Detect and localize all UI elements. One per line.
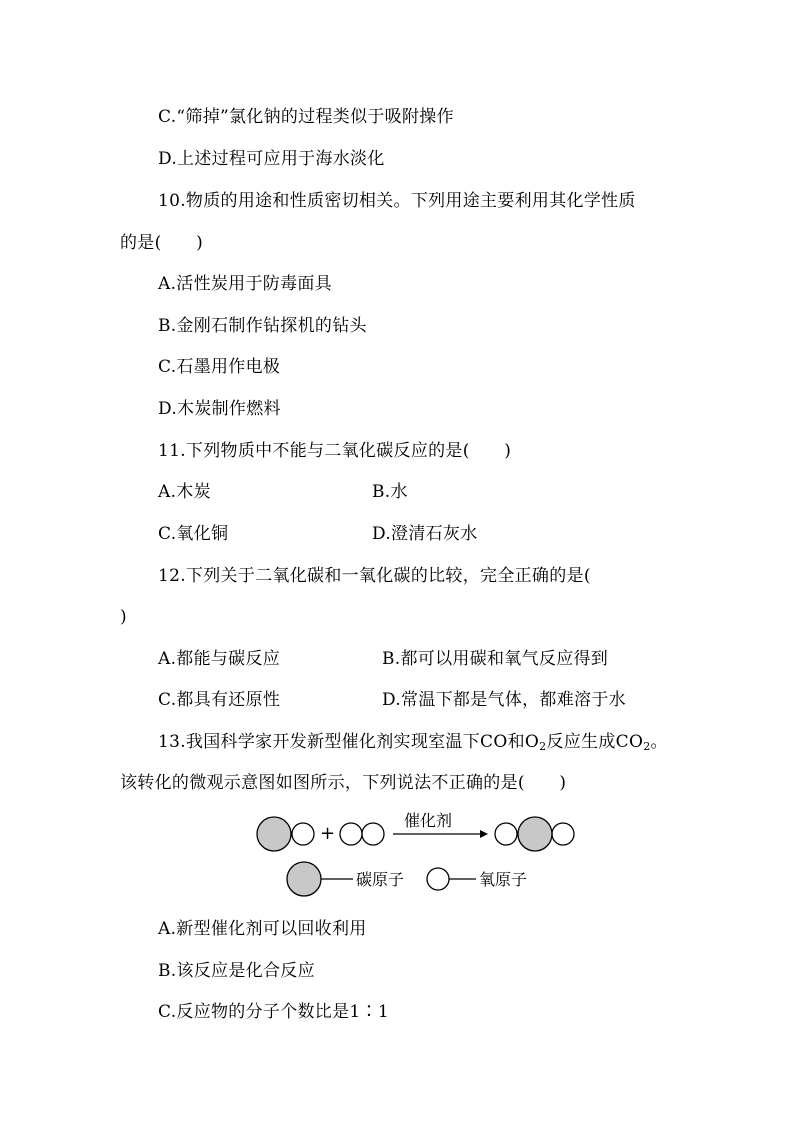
q13-option-b: B.该反应是化合反应: [158, 961, 315, 981]
product-co2-oxygen-atom-2: [552, 823, 574, 845]
q10-stem-cont: 的是( ): [120, 233, 204, 253]
reactant-co-carbon-atom: [257, 817, 291, 851]
reactant-o2-atom-1: [340, 823, 362, 845]
q12-stem: 12.下列关于二氧化碳和一氧化碳的比较，完全正确的是(: [158, 566, 591, 586]
q13-option-a: A.新型催化剂可以回收利用: [158, 919, 367, 939]
product-co2-oxygen-atom-1: [495, 823, 517, 845]
legend-oxygen-label: 氧原子: [479, 870, 528, 889]
reactant-o2-atom-2: [362, 823, 384, 845]
plus-sign: +: [320, 823, 336, 844]
q12-option-c: C.都具有还原性: [158, 690, 281, 710]
q10-stem: 10.物质的用途和性质密切相关。下列用途主要利用其化学性质: [158, 191, 636, 211]
q9-option-d: D.上述过程可应用于海水淡化: [158, 149, 385, 169]
q13-option-c: C.反应物的分子个数比是1∶1: [158, 1002, 389, 1022]
q10-option-d: D.木炭制作燃料: [158, 399, 281, 419]
q12-option-d: D.常温下都是气体，都难溶于水: [382, 690, 626, 710]
q13-subscript-2: 2: [643, 740, 651, 753]
q13-stem-cont: 该转化的微观示意图如图所示，下列说法不正确的是( ): [120, 773, 567, 793]
q12-option-b: B.都可以用碳和氧气反应得到: [382, 649, 609, 669]
reaction-svg: [250, 805, 590, 905]
q13-stem: [158, 731, 668, 753]
q12-option-a: A.都能与碳反应: [158, 649, 281, 669]
q13-stem-part2: 反应生成CO: [546, 732, 644, 752]
q10-option-a: A.活性炭用于防毒面具: [158, 274, 332, 294]
q10-option-c: C.石墨用作电极: [158, 357, 281, 377]
legend-oxygen-atom: [427, 868, 449, 890]
q12-stem-cont: ): [120, 607, 127, 627]
q11-stem: 11.下列物质中不能与二氧化碳反应的是( ): [158, 441, 512, 461]
reaction-diagram: [250, 805, 590, 905]
q13-stem-part3: 。: [650, 732, 668, 752]
q11-option-c: C.氧化铜: [158, 524, 229, 544]
legend-carbon-atom: [287, 862, 321, 896]
reaction-arrow-head: [480, 830, 488, 838]
q11-option-d: D.澄清石灰水: [372, 524, 478, 544]
q11-option-a: A.木炭: [158, 482, 211, 502]
q10-option-b: B.金刚石制作钻探机的钻头: [158, 316, 367, 336]
q9-option-c: C.“筛掉”氯化钠的过程类似于吸附操作: [158, 107, 454, 127]
product-co2-carbon-atom: [518, 817, 552, 851]
catalyst-label: 催化剂: [404, 811, 453, 830]
q13-subscript-1: 2: [539, 740, 547, 753]
reactant-co-oxygen-atom: [292, 823, 314, 845]
q11-option-b: B.水: [372, 482, 408, 502]
legend-carbon-label: 碳原子: [356, 870, 405, 889]
q13-stem-part1: 13.我国科学家开发新型催化剂实现室温下CO和O: [158, 732, 540, 752]
